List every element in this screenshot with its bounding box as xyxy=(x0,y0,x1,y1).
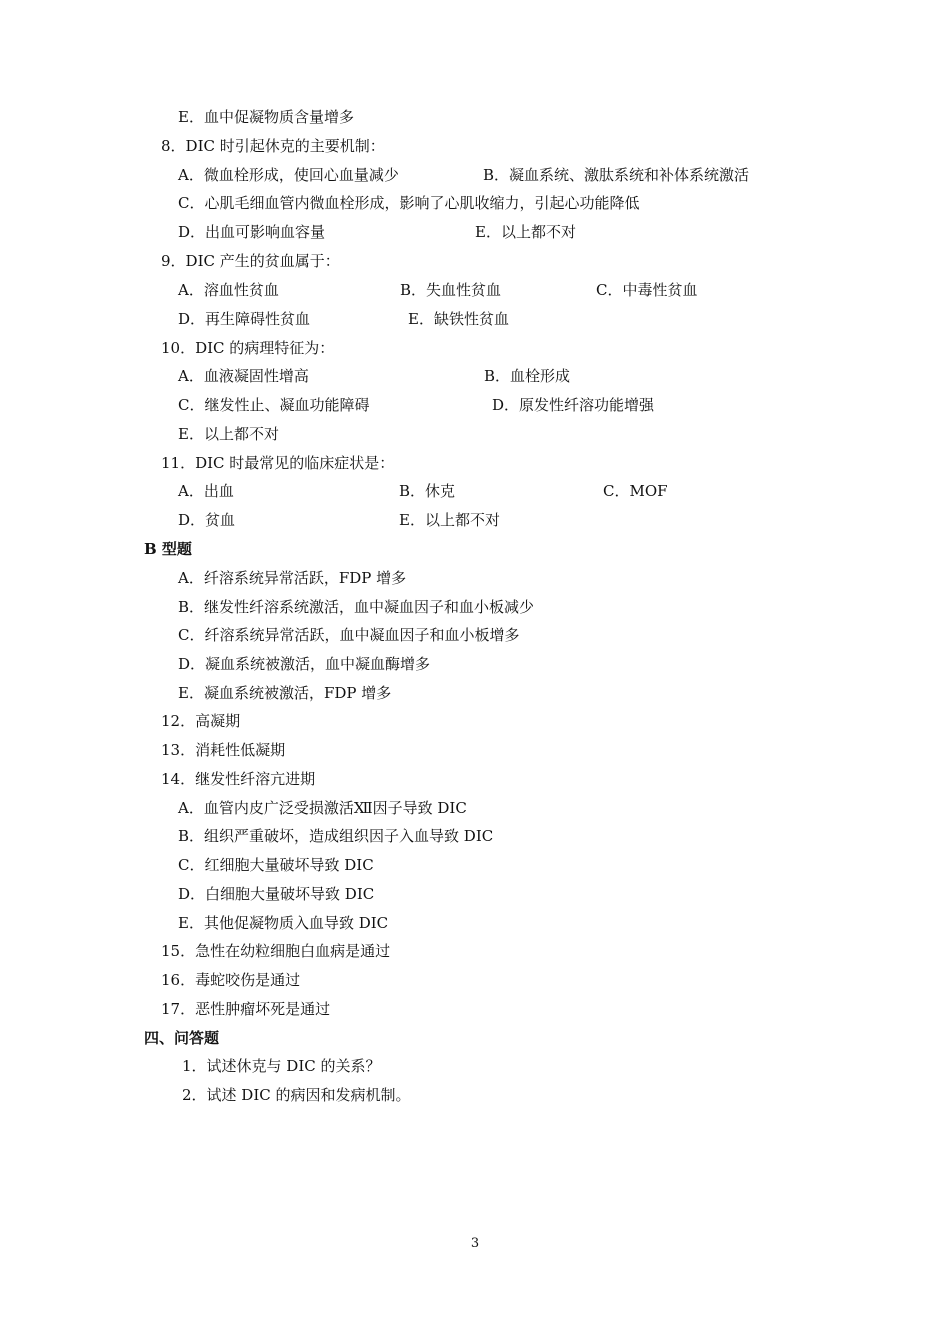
b-q12: 12．高凝期 xyxy=(161,712,241,730)
q8-option-e: E．以上都不对 xyxy=(475,223,576,241)
q10-option-c: C．继发性止、凝血功能障碍 xyxy=(178,396,370,414)
b-q15: 15．急性在幼粒细胞白血病是通过 xyxy=(161,942,391,960)
page-number: 3 xyxy=(470,1236,480,1251)
q7-option-e: E．血中促凝物质含量增多 xyxy=(178,108,354,126)
q11-option-d: D．贫血 xyxy=(178,511,236,529)
q8-stem: 8．DIC 时引起休克的主要机制： xyxy=(161,137,385,155)
b-q17: 17．恶性肿瘤坏死是通过 xyxy=(161,1000,331,1018)
q9-option-d: D．再生障碍性贫血 xyxy=(178,310,311,328)
q11-option-a: A．出血 xyxy=(178,482,234,500)
b-group2-option-c: C．红细胞大量破坏导致 DIC xyxy=(178,856,374,874)
section4-q1: 1．试述休克与 DIC 的关系？ xyxy=(182,1057,381,1075)
q10-option-a: A．血液凝固性增高 xyxy=(178,367,309,385)
b-group1-option-e: E．凝血系统被激活，FDP 增多 xyxy=(178,684,392,702)
q10-option-e: E．以上都不对 xyxy=(178,425,279,443)
q10-option-d: D．原发性纤溶功能增强 xyxy=(492,396,655,414)
b-q14: 14．继发性纤溶亢进期 xyxy=(161,770,316,788)
q10-option-b: B．血栓形成 xyxy=(484,367,571,385)
b-q16: 16．毒蛇咬伤是通过 xyxy=(161,971,301,989)
b-group2-option-d: D．白细胞大量破坏导致 DIC xyxy=(178,885,375,903)
q8-option-b: B．凝血系统、激肽系统和补体系统激活 xyxy=(483,166,750,184)
b-section-heading: B 型题 xyxy=(144,540,192,558)
q9-option-a: A．溶血性贫血 xyxy=(178,281,279,299)
b-group1-option-c: C．纤溶系统异常活跃，血中凝血因子和血小板增多 xyxy=(178,626,520,644)
q8-option-a: A．微血栓形成，使回心血量减少 xyxy=(178,166,399,184)
b-q13: 13．消耗性低凝期 xyxy=(161,741,286,759)
q11-option-c: C．MOF xyxy=(603,482,668,500)
q8-option-d: D．出血可影响血容量 xyxy=(178,223,326,241)
b-group1-option-a: A．纤溶系统异常活跃，FDP 增多 xyxy=(178,569,407,587)
q11-stem: 11．DIC 时最常见的临床症状是： xyxy=(161,454,395,472)
q9-option-e: E．缺铁性贫血 xyxy=(408,310,509,328)
section4-heading: 四、问答题 xyxy=(144,1029,220,1047)
b-group2-option-b: B．组织严重破坏，造成组织因子入血导致 DIC xyxy=(178,827,494,845)
q8-option-c: C．心肌毛细血管内微血栓形成，影响了心肌收缩力，引起心功能降低 xyxy=(178,194,640,212)
b-group2-option-a: A．血管内皮广泛受损激活Ⅻ因子导致 DIC xyxy=(178,799,467,817)
b-group1-option-d: D．凝血系统被激活，血中凝血酶增多 xyxy=(178,655,431,673)
q9-stem: 9．DIC 产生的贫血属于： xyxy=(161,252,340,270)
b-group1-option-b: B．继发性纤溶系统激活，血中凝血因子和血小板减少 xyxy=(178,598,535,616)
q9-option-b: B．失血性贫血 xyxy=(400,281,502,299)
q11-option-b: B．休克 xyxy=(399,482,456,500)
b-group2-option-e: E．其他促凝物质入血导致 DIC xyxy=(178,914,389,932)
q10-stem: 10．DIC 的病理特征为： xyxy=(161,339,335,357)
section4-q2: 2．试述 DIC 的病因和发病机制。 xyxy=(182,1086,411,1104)
q11-option-e: E．以上都不对 xyxy=(399,511,500,529)
q9-option-c: C．中毒性贫血 xyxy=(596,281,698,299)
